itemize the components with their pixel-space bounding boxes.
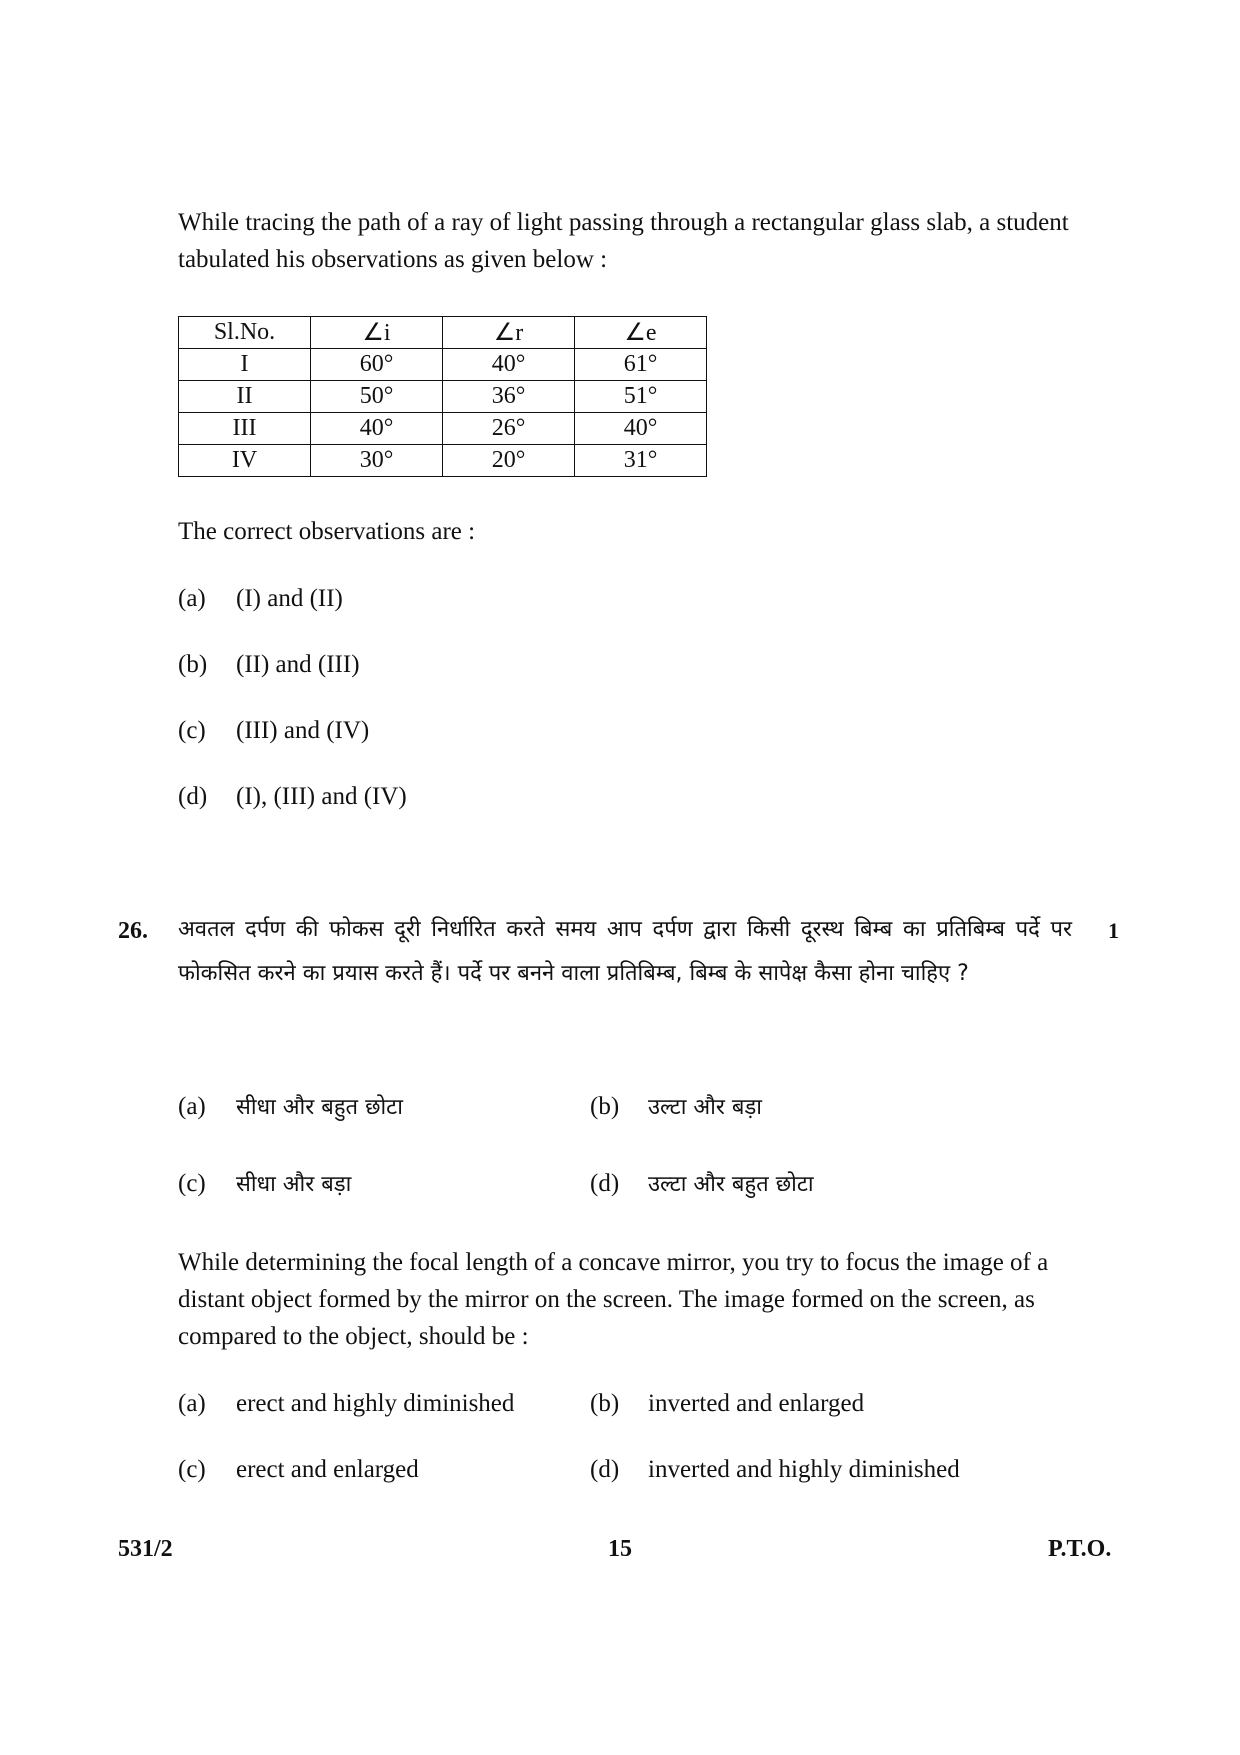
option-text: erect and highly diminished xyxy=(236,1390,515,1417)
table-row xyxy=(179,381,707,413)
option-label: (d) xyxy=(178,783,208,810)
option-label: (b) xyxy=(178,651,208,678)
table-cell: 51° xyxy=(575,381,707,413)
option-text: inverted and highly diminished xyxy=(648,1456,960,1483)
table-cell: 61° xyxy=(575,349,707,381)
q26-english-option-c xyxy=(178,1455,419,1485)
table-cell: 31° xyxy=(575,445,707,477)
option-label: (a) xyxy=(178,1390,206,1417)
table-cell: 36° xyxy=(443,381,575,413)
option-text: inverted and enlarged xyxy=(648,1390,865,1417)
table-cell: 30° xyxy=(311,445,443,477)
q25-option-a xyxy=(178,584,343,614)
table-row xyxy=(179,413,707,445)
question-number: 26. xyxy=(118,918,148,944)
option-text: (III) and (IV) xyxy=(236,717,370,744)
option-label: (a) xyxy=(178,585,206,612)
option-text: सीधा और बहुत छोटा xyxy=(236,1095,403,1120)
option-label: (b) xyxy=(590,1093,620,1120)
page-number: 15 xyxy=(608,1536,632,1562)
option-label: (d) xyxy=(590,1456,620,1483)
table-cell: 50° xyxy=(311,381,443,413)
table-cell: II xyxy=(179,381,311,413)
table-cell: 60° xyxy=(311,349,443,381)
option-label: (c) xyxy=(178,717,206,744)
q26-hindi-option-c xyxy=(178,1169,351,1200)
table-header-cell: ∠i xyxy=(311,317,443,349)
option-label: (c) xyxy=(178,1170,206,1197)
option-text: (I) and (II) xyxy=(236,585,343,612)
q26-hindi-option-a xyxy=(178,1092,403,1123)
table-header-cell: ∠r xyxy=(443,317,575,349)
table-header-cell: ∠e xyxy=(575,317,707,349)
q26-english-option-b xyxy=(590,1389,864,1419)
table-header-row xyxy=(179,317,707,349)
q25-option-d xyxy=(178,782,407,812)
table-cell: III xyxy=(179,413,311,445)
table-cell: 20° xyxy=(443,445,575,477)
option-text: (II) and (III) xyxy=(236,651,360,678)
q26-hindi-option-d xyxy=(590,1169,814,1200)
option-label: (b) xyxy=(590,1390,620,1417)
table-row xyxy=(179,445,707,477)
q26-english-option-a xyxy=(178,1389,514,1419)
q26-hindi-option-b xyxy=(590,1092,762,1123)
table-row xyxy=(179,349,707,381)
question-marks: 1 xyxy=(1108,918,1119,943)
table-cell: 26° xyxy=(443,413,575,445)
q26-english-text: While determining the focal length of a concave mirror, you try to focus the image of a distant object formed by the mirror on the screen. The image formed on the screen, as compared to the object, should be : xyxy=(178,1249,1049,1350)
paper-code: 531/2 xyxy=(118,1536,173,1562)
table-cell: 40° xyxy=(575,413,707,445)
option-text: (I), (III) and (IV) xyxy=(236,783,407,810)
table-header-cell: Sl.No. xyxy=(179,317,311,349)
q25-intro: While tracing the path of a ray of light passing through a rectangular glass slab, a student tabulated his observations as given below : xyxy=(178,209,1069,273)
q25-prompt: The correct observations are : xyxy=(178,518,476,545)
option-text: उल्टा और बड़ा xyxy=(648,1095,762,1120)
q26-hindi-text: अवतल दर्पण की फोकस दूरी निर्धारित करते समय आप दर्पण द्वारा किसी दूरस्थ बिम्ब का प्रतिबिम्ब पर्दे पर फोकसित करने का प्रयास करते हैं। पर्दे पर बनने वाला प्रतिबिम्ब, बिम्ब के सापेक्ष कैसा होना चाहिए ? xyxy=(178,917,1072,986)
q25-option-b xyxy=(178,650,360,680)
option-text: उल्टा और बहुत छोटा xyxy=(648,1172,814,1197)
option-text: erect and enlarged xyxy=(236,1456,419,1483)
table-cell: 40° xyxy=(443,349,575,381)
table-cell: I xyxy=(179,349,311,381)
option-label: (c) xyxy=(178,1456,206,1483)
q25-option-c xyxy=(178,716,369,746)
table-cell: IV xyxy=(179,445,311,477)
option-label: (d) xyxy=(590,1170,620,1197)
option-text: सीधा और बड़ा xyxy=(236,1172,352,1197)
table-cell: 40° xyxy=(311,413,443,445)
pto-label: P.T.O. xyxy=(1048,1536,1112,1562)
q26-english-option-d xyxy=(590,1455,960,1485)
option-label: (a) xyxy=(178,1093,206,1120)
observation-table xyxy=(178,316,707,477)
